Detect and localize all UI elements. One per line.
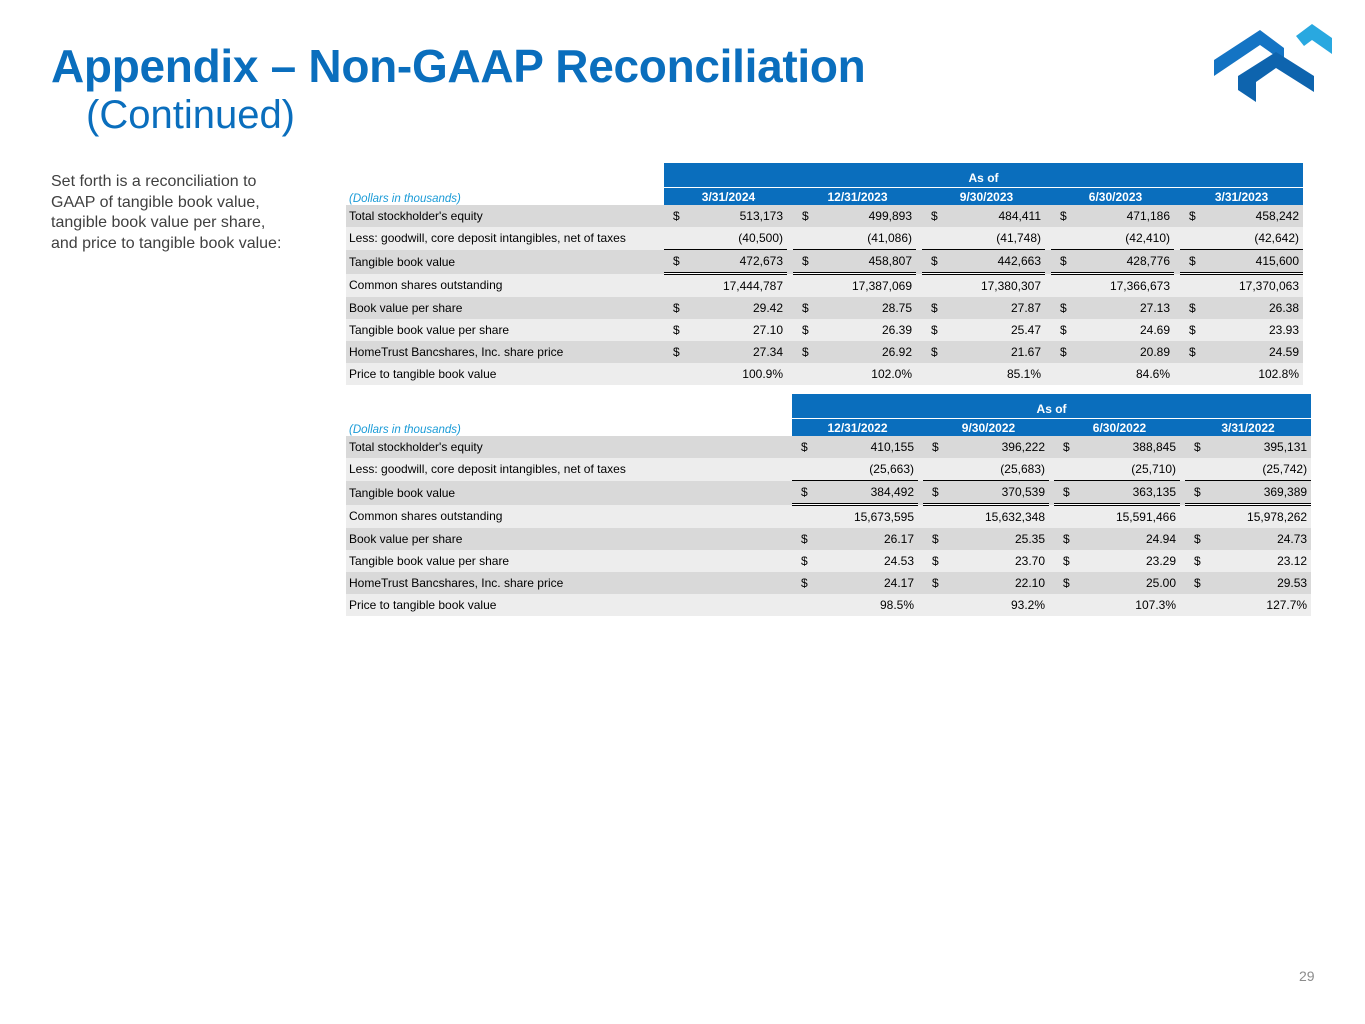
currency-symbol: $ xyxy=(923,528,943,550)
row-label: Total stockholder's equity xyxy=(346,205,664,227)
currency-symbol: $ xyxy=(1180,341,1200,363)
currency-symbol: $ xyxy=(1054,481,1074,505)
table-cell-value: 499,893 xyxy=(813,205,916,227)
table-cell-value: 513,173 xyxy=(684,205,787,227)
currency-symbol: $ xyxy=(923,550,943,572)
currency-symbol xyxy=(1180,363,1200,385)
currency-symbol xyxy=(1054,594,1074,616)
currency-symbol: $ xyxy=(792,436,812,458)
currency-symbol xyxy=(1185,594,1205,616)
table-cell-value: 428,776 xyxy=(1071,250,1174,274)
table-cell-value: 23.29 xyxy=(1074,550,1180,572)
table-cell-value: 107.3% xyxy=(1074,594,1180,616)
currency-symbol: $ xyxy=(1180,297,1200,319)
currency-symbol: $ xyxy=(793,297,813,319)
table-row xyxy=(346,594,1311,616)
currency-symbol: $ xyxy=(1054,528,1074,550)
currency-symbol xyxy=(664,274,684,298)
currency-symbol: $ xyxy=(793,341,813,363)
row-label: Tangible book value per share xyxy=(346,550,792,572)
table-cell-value: 369,389 xyxy=(1205,481,1311,505)
table-row xyxy=(346,458,1311,481)
intro-text: Set forth is a reconciliation to GAAP of tangible book value, tangible book value per share, and price to tangible book value: xyxy=(51,173,282,252)
currency-symbol xyxy=(1054,458,1074,481)
table-cell-value: 410,155 xyxy=(812,436,918,458)
currency-symbol xyxy=(792,594,812,616)
table-cell-value: 24.53 xyxy=(812,550,918,572)
row-label: Common shares outstanding xyxy=(346,505,792,529)
currency-symbol xyxy=(1185,458,1205,481)
currency-symbol: $ xyxy=(793,250,813,274)
as-of-header: As of xyxy=(792,394,1311,419)
currency-symbol xyxy=(1180,274,1200,298)
column-header: 6/30/2022 xyxy=(1054,419,1185,437)
table-cell-value: 102.0% xyxy=(813,363,916,385)
table-cell-value: 26.92 xyxy=(813,341,916,363)
table-cell-value: 458,807 xyxy=(813,250,916,274)
currency-symbol: $ xyxy=(664,319,684,341)
table-cell-value: 27.34 xyxy=(684,341,787,363)
currency-symbol: $ xyxy=(922,250,942,274)
currency-symbol: $ xyxy=(792,550,812,572)
table-cell-value: 484,411 xyxy=(942,205,1045,227)
row-label: HomeTrust Bancshares, Inc. share price xyxy=(346,341,664,363)
table-cell-value: (25,683) xyxy=(943,458,1049,481)
table-cell-value: 23.70 xyxy=(943,550,1049,572)
currency-symbol xyxy=(793,274,813,298)
table-row xyxy=(346,205,1303,227)
currency-symbol: $ xyxy=(922,297,942,319)
currency-symbol xyxy=(664,227,684,250)
currency-symbol xyxy=(1185,505,1205,529)
table-cell-value: 384,492 xyxy=(812,481,918,505)
table-cell-value: 100.9% xyxy=(684,363,787,385)
currency-symbol xyxy=(1051,227,1071,250)
table-cell-value: 24.69 xyxy=(1071,319,1174,341)
table-row xyxy=(346,319,1303,341)
currency-symbol: $ xyxy=(792,572,812,594)
table-row xyxy=(346,227,1303,250)
table-row xyxy=(346,363,1303,385)
table-cell-value: 17,366,673 xyxy=(1071,274,1174,298)
currency-symbol: $ xyxy=(1054,550,1074,572)
currency-symbol: $ xyxy=(1180,250,1200,274)
row-label: Price to tangible book value xyxy=(346,363,664,385)
table-cell-value: 22.10 xyxy=(943,572,1049,594)
column-header: 3/31/2022 xyxy=(1185,419,1311,437)
currency-symbol: $ xyxy=(664,250,684,274)
table-cell-value: 24.94 xyxy=(1074,528,1180,550)
page-number: 29 xyxy=(1299,968,1315,984)
table-cell-value: 17,444,787 xyxy=(684,274,787,298)
hometrust-logo-icon xyxy=(1212,18,1334,104)
currency-symbol: $ xyxy=(923,481,943,505)
currency-symbol xyxy=(1051,363,1071,385)
table-cell-value: (42,642) xyxy=(1200,227,1303,250)
table-row xyxy=(346,250,1303,274)
currency-symbol xyxy=(1051,274,1071,298)
table-cell-value: 370,539 xyxy=(943,481,1049,505)
currency-symbol: $ xyxy=(1185,528,1205,550)
table-cell-value: 15,591,466 xyxy=(1074,505,1180,529)
currency-symbol: $ xyxy=(792,528,812,550)
column-header: 9/30/2022 xyxy=(923,419,1054,437)
table-row xyxy=(346,481,1311,505)
table-cell-value: 21.67 xyxy=(942,341,1045,363)
table-cell-value: 25.00 xyxy=(1074,572,1180,594)
currency-symbol xyxy=(1180,227,1200,250)
row-label: Tangible book value xyxy=(346,481,792,505)
column-header: 12/31/2022 xyxy=(792,419,923,437)
table-cell-value: 15,673,595 xyxy=(812,505,918,529)
table-cell-value: 23.93 xyxy=(1200,319,1303,341)
table-cell-value: (25,742) xyxy=(1205,458,1311,481)
table-cell-value: 98.5% xyxy=(812,594,918,616)
table-cell-value: (41,748) xyxy=(942,227,1045,250)
currency-symbol xyxy=(1054,505,1074,529)
currency-symbol: $ xyxy=(792,481,812,505)
table-cell-value: 15,978,262 xyxy=(1205,505,1311,529)
row-label: Less: goodwill, core deposit intangibles, net of taxes xyxy=(346,458,792,481)
currency-symbol xyxy=(793,363,813,385)
table-row xyxy=(346,505,1311,529)
table-cell-value: 388,845 xyxy=(1074,436,1180,458)
row-label: Tangible book value xyxy=(346,250,664,274)
units-label: (Dollars in thousands) xyxy=(349,193,461,205)
page-subtitle: (Continued) xyxy=(86,93,296,137)
currency-symbol xyxy=(792,458,812,481)
table-cell-value: 395,131 xyxy=(1205,436,1311,458)
row-label: Common shares outstanding xyxy=(346,274,664,298)
table-cell-value: (40,500) xyxy=(684,227,787,250)
column-header: 9/30/2023 xyxy=(922,188,1051,206)
column-header: 3/31/2023 xyxy=(1180,188,1303,206)
currency-symbol: $ xyxy=(1051,250,1071,274)
row-label: Book value per share xyxy=(346,297,664,319)
table-cell-value: 442,663 xyxy=(942,250,1045,274)
column-header: 12/31/2023 xyxy=(793,188,922,206)
currency-symbol: $ xyxy=(1054,572,1074,594)
table-cell-value: 458,242 xyxy=(1200,205,1303,227)
column-header: 3/31/2024 xyxy=(664,188,793,206)
table-cell-value: 29.53 xyxy=(1205,572,1311,594)
reconciliation-table-2022 xyxy=(346,394,1311,616)
currency-symbol: $ xyxy=(1054,436,1074,458)
currency-symbol: $ xyxy=(1051,319,1071,341)
currency-symbol: $ xyxy=(1185,572,1205,594)
table-cell-value: 127.7% xyxy=(1205,594,1311,616)
currency-symbol xyxy=(923,505,943,529)
table-cell-value: (42,410) xyxy=(1071,227,1174,250)
table-cell-value: 25.47 xyxy=(942,319,1045,341)
table-cell-value: 23.12 xyxy=(1205,550,1311,572)
currency-symbol: $ xyxy=(922,341,942,363)
currency-symbol: $ xyxy=(923,572,943,594)
table-cell-value: 363,135 xyxy=(1074,481,1180,505)
currency-symbol: $ xyxy=(1180,319,1200,341)
table-cell-value: 472,673 xyxy=(684,250,787,274)
currency-symbol xyxy=(922,363,942,385)
table-cell-value: (25,663) xyxy=(812,458,918,481)
reconciliation-table-2023-2024 xyxy=(346,163,1303,385)
currency-symbol: $ xyxy=(1185,436,1205,458)
currency-symbol: $ xyxy=(664,341,684,363)
table-cell-value: 93.2% xyxy=(943,594,1049,616)
row-label: Less: goodwill, core deposit intangibles, net of taxes xyxy=(346,227,664,250)
currency-symbol: $ xyxy=(1051,297,1071,319)
row-label: Book value per share xyxy=(346,528,792,550)
table-cell-value: 85.1% xyxy=(942,363,1045,385)
table-cell-value: 24.73 xyxy=(1205,528,1311,550)
row-label: Tangible book value per share xyxy=(346,319,664,341)
table-cell-value: 26.38 xyxy=(1200,297,1303,319)
table-cell-value: 102.8% xyxy=(1200,363,1303,385)
table-cell-value: 29.42 xyxy=(684,297,787,319)
table-cell-value: 27.13 xyxy=(1071,297,1174,319)
table-cell-value: 471,186 xyxy=(1071,205,1174,227)
table-cell-value: 26.39 xyxy=(813,319,916,341)
column-header: 6/30/2023 xyxy=(1051,188,1180,206)
currency-symbol xyxy=(792,505,812,529)
blank-cell xyxy=(346,394,792,419)
page-title: Appendix – Non-GAAP Reconciliation xyxy=(51,40,866,92)
currency-symbol: $ xyxy=(664,205,684,227)
table-cell-value: 20.89 xyxy=(1071,341,1174,363)
table-cell-value: 27.87 xyxy=(942,297,1045,319)
table-cell-value: 25.35 xyxy=(943,528,1049,550)
currency-symbol xyxy=(923,594,943,616)
currency-symbol: $ xyxy=(1051,341,1071,363)
currency-symbol: $ xyxy=(922,319,942,341)
table-cell-value: 84.6% xyxy=(1071,363,1174,385)
currency-symbol: $ xyxy=(923,436,943,458)
currency-symbol xyxy=(793,227,813,250)
currency-symbol: $ xyxy=(1180,205,1200,227)
table-row xyxy=(346,274,1303,298)
row-label: Total stockholder's equity xyxy=(346,436,792,458)
table-cell-value: (25,710) xyxy=(1074,458,1180,481)
table-cell-value: (41,086) xyxy=(813,227,916,250)
table-cell-value: 24.17 xyxy=(812,572,918,594)
table-cell-value: 26.17 xyxy=(812,528,918,550)
currency-symbol: $ xyxy=(793,205,813,227)
table-row xyxy=(346,436,1311,458)
currency-symbol: $ xyxy=(1185,550,1205,572)
table-row xyxy=(346,297,1303,319)
table-row xyxy=(346,341,1303,363)
currency-symbol: $ xyxy=(1051,205,1071,227)
row-label: HomeTrust Bancshares, Inc. share price xyxy=(346,572,792,594)
currency-symbol: $ xyxy=(922,205,942,227)
units-label: (Dollars in thousands) xyxy=(349,424,461,436)
currency-symbol: $ xyxy=(793,319,813,341)
table-cell-value: 17,380,307 xyxy=(942,274,1045,298)
blank-cell xyxy=(346,163,664,188)
table-row xyxy=(346,572,1311,594)
table-cell-value: 17,370,063 xyxy=(1200,274,1303,298)
table-cell-value: 415,600 xyxy=(1200,250,1303,274)
table-cell-value: 15,632,348 xyxy=(943,505,1049,529)
table-cell-value: 17,387,069 xyxy=(813,274,916,298)
currency-symbol xyxy=(922,227,942,250)
currency-symbol xyxy=(923,458,943,481)
table-cell-value: 396,222 xyxy=(943,436,1049,458)
table-cell-value: 27.10 xyxy=(684,319,787,341)
as-of-header: As of xyxy=(664,163,1303,188)
table-row xyxy=(346,550,1311,572)
table-cell-value: 24.59 xyxy=(1200,341,1303,363)
currency-symbol: $ xyxy=(1185,481,1205,505)
table-cell-value: 28.75 xyxy=(813,297,916,319)
row-label: Price to tangible book value xyxy=(346,594,792,616)
table-row xyxy=(346,528,1311,550)
currency-symbol xyxy=(922,274,942,298)
currency-symbol xyxy=(664,363,684,385)
currency-symbol: $ xyxy=(664,297,684,319)
